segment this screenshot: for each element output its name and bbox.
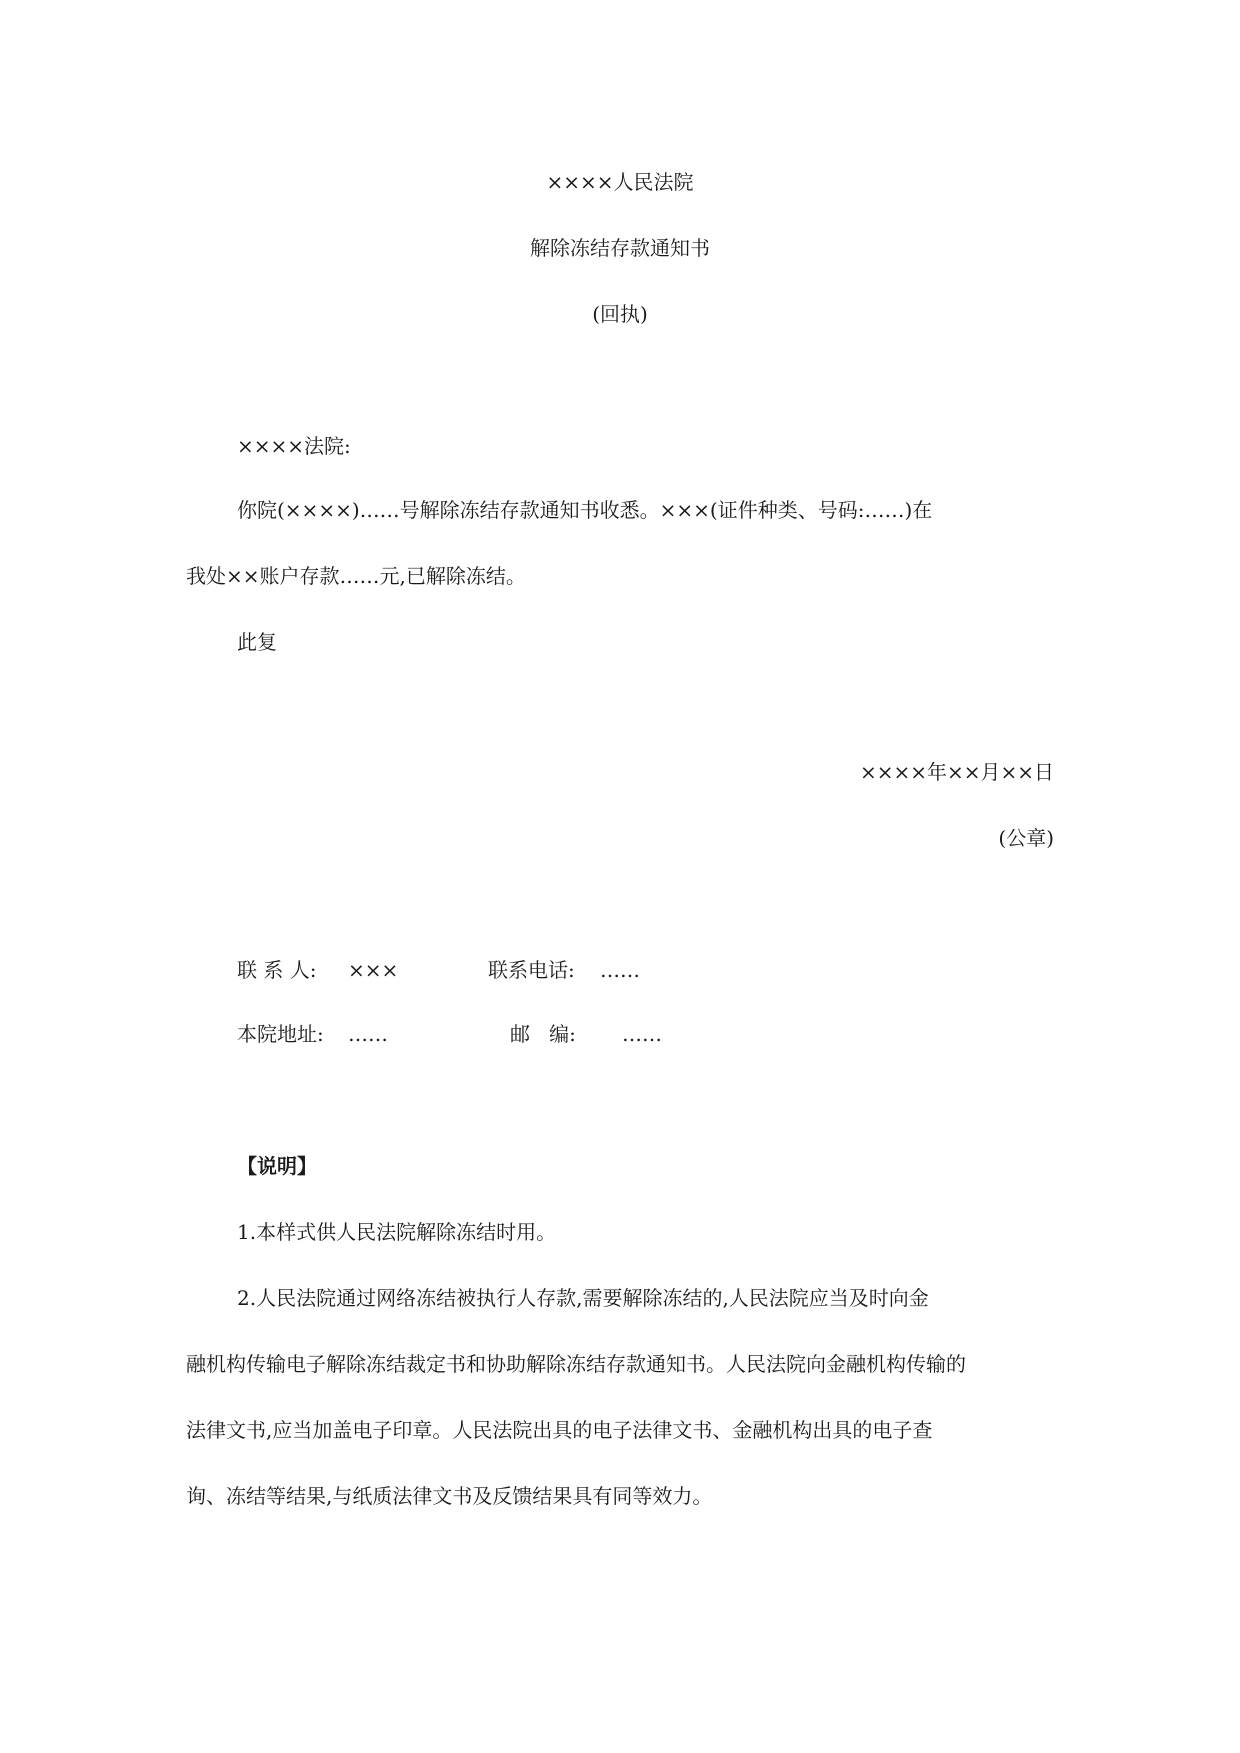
notes-item-2-line-4: 询、冻结等结果,与纸质法律文书及反馈结果具有同等效力。 xyxy=(186,1484,713,1508)
notes-heading: 【说明】 xyxy=(237,1154,317,1178)
contact-person-value: ××× xyxy=(348,958,399,982)
court-address-value: …… xyxy=(348,1022,388,1046)
postcode-label: 邮 编: xyxy=(510,1022,576,1046)
addressee: ××××法院: xyxy=(237,434,351,458)
contact-person-label: 联 系 人: xyxy=(237,958,317,982)
body-paragraph-line-2: 我处××账户存款……元,已解除冻结。 xyxy=(186,564,526,588)
closing-remark: 此复 xyxy=(237,630,277,654)
notes-item-2-line-1: 2.人民法院通过网络冻结被执行人存款,需要解除冻结的,人民法院应当及时向金 xyxy=(237,1286,929,1310)
signature-date: ××××年××月××日 xyxy=(859,760,1054,784)
document-subtitle: (回执) xyxy=(592,302,648,326)
body-paragraph-line-1: 你院(××××)……号解除冻结存款通知书收悉。×××(证件种类、号码:……)在 xyxy=(237,498,933,522)
contact-phone-value: …… xyxy=(600,958,640,982)
notes-item-1: 1.本样式供人民法院解除冻结时用。 xyxy=(237,1220,557,1244)
court-name: ××××人民法院 xyxy=(546,170,694,194)
official-seal-label: (公章) xyxy=(998,826,1054,850)
postcode-value: …… xyxy=(622,1022,662,1046)
document-title: 解除冻结存款通知书 xyxy=(530,236,710,260)
notes-item-2-line-3: 法律文书,应当加盖电子印章。人民法院出具的电子法律文书、金融机构出具的电子查 xyxy=(186,1418,933,1442)
contact-phone-label: 联系电话: xyxy=(488,958,575,982)
notes-item-2-line-2: 融机构传输电子解除冻结裁定书和协助解除冻结存款通知书。人民法院向金融机构传输的 xyxy=(186,1352,966,1376)
court-address-label: 本院地址: xyxy=(237,1022,324,1046)
